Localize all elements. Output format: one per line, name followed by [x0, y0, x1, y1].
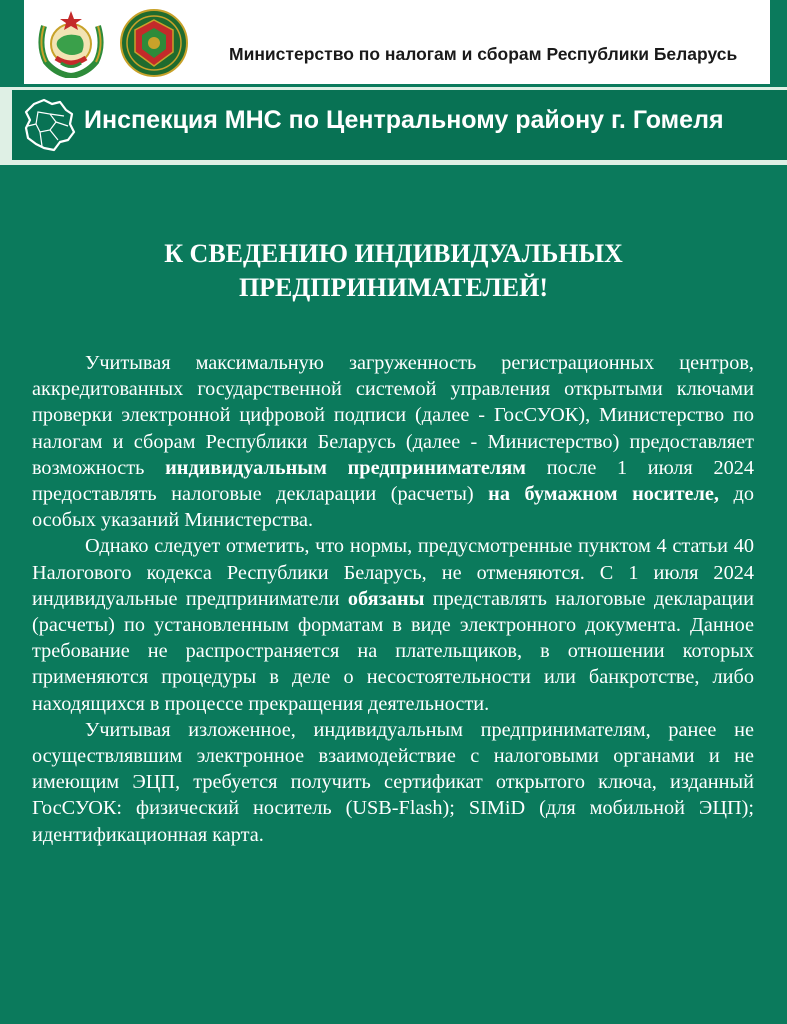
ministry-title: Министерство по налогам и сборам Республики Беларусь [229, 44, 738, 64]
paragraph-2-text-c: представлять налоговые декларации (расчеты) по установленным форматам в виде электронного документа. Данное требование не распространяется на плательщиков, в отношении которых применяются процедуры в деле о несостоятельности или банкротстве, либо находящихся в процессе прекращения деятельности. [32, 587, 754, 715]
paragraph-1 [32, 350, 754, 533]
paragraph-1-text-e: до особых указаний Министерства. [32, 483, 754, 532]
notice-heading-line2: ПРЕДПРИНИМАТЕЛЕЙ! [238, 273, 549, 302]
tax-ministry-emblem-icon [119, 8, 189, 78]
belarus-map-icon [20, 96, 78, 154]
paragraph-2 [32, 533, 754, 716]
paragraph-1-text-c: после 1 июля 2024 предоставлять налоговые декларации (расчеты) [32, 456, 755, 506]
paragraph-1-bold-paper: на бумажном носителе, [488, 483, 719, 506]
inspection-header [0, 87, 787, 165]
inspection-title: Инспекция МНС по Центральному району г. Гомеля [84, 106, 724, 134]
notice-body [32, 350, 754, 848]
paragraph-2-bold-obliged: обязаны [347, 587, 425, 610]
notice-heading [40, 237, 747, 305]
paragraph-2-text-a: Однако следует отметить, что нормы, предусмотренные пунктом 4 статьи 40 Налогового кодекса Республики Беларусь, не отменяются. С 1 июля 2024 индивидуальные предприниматели [32, 535, 754, 610]
belarus-emblem-icon [36, 8, 106, 78]
notice-heading-line1: К СВЕДЕНИЮ ИНДИВИДУАЛЬНЫХ [164, 239, 623, 268]
paragraph-3: Учитывая изложенное, индивидуальным предпринимателям, ранее не осуществлявшим электронное взаимодействие с налоговыми органами и не имеющим ЭЦП, требуется получить сертификат открытого ключа, изданный ГосСУОК: физический носитель (USB-Flash); SIMiD (для мобильной ЭЦП); идентификационная карта. [32, 718, 754, 846]
paragraph-1-text-a: Учитывая максимальную загруженность регистрационных центров, аккредитованных государственной системой управления открытыми ключами проверки электронной цифровой подписи (далее - ГосСУОК), Министерство по налогам и сборам Республики Беларусь (далее - Министерство) предоставляет возможность [32, 352, 754, 479]
inspection-banner [12, 90, 787, 160]
ministry-header [24, 0, 770, 84]
paragraph-1-bold-entrepreneurs: индивидуальным предпринимателям [165, 456, 527, 479]
